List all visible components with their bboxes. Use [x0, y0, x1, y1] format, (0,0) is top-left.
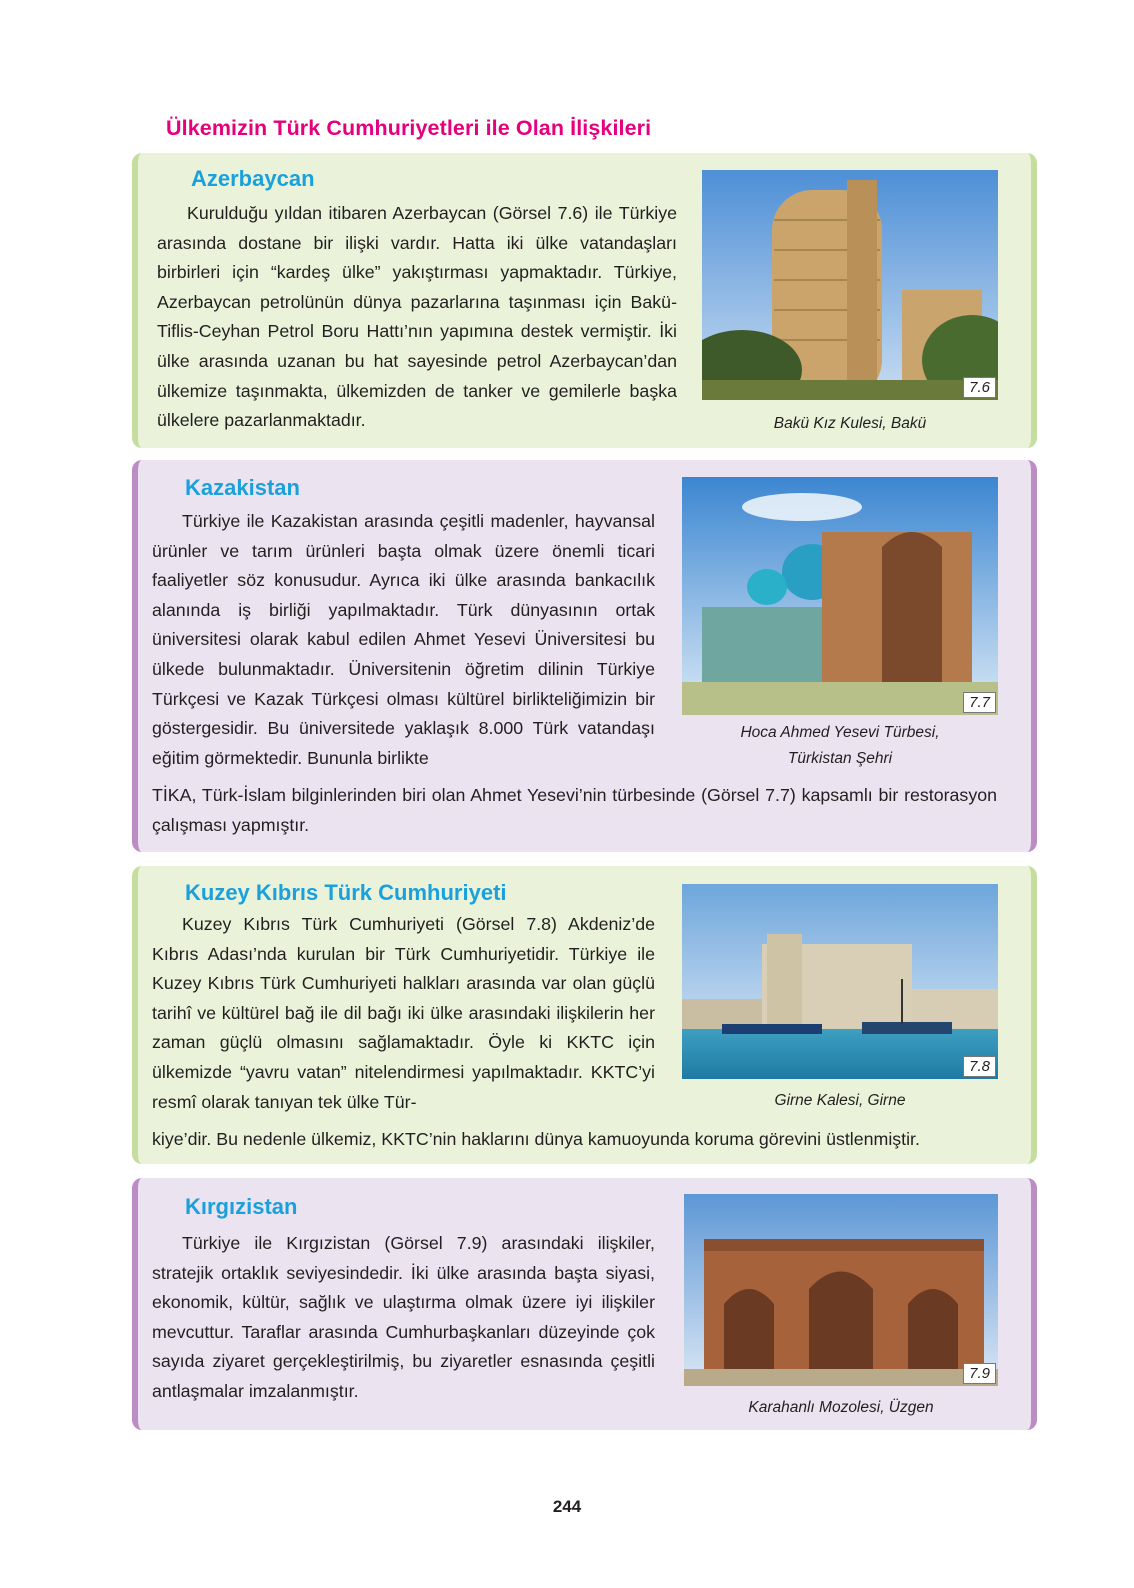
figure-number-7-6: 7.6 [963, 377, 996, 398]
page-title: Ülkemizin Türk Cumhuriyetleri ile Olan İlişkileri [166, 116, 652, 140]
section-text-kazakistan: Türkiye ile Kazakistan arasında çeşitli madenler, hayvansal ürünler ve tarım ürünleri başta olmak üzere önemli ticari faaliyetler söz konusudur. Ayrıca iki ülke arasında bankacılık alanında iş birliği yapılmaktadır. Türk dünyasının ortak üniversitesi olarak kabul edilen Ahmet Yesevi Üniversitesi bu ülkede bulunmaktadır. Üniversitenin öğretim dilinin Türkiye Türkçesi ve Kazak Türkçesi olması kültürel birlikteliğimizin bir göstergesidir. Bu üniversitede yaklaşık 8.000 Türk vatandaşı eğitim görmektedir. Bununla birlikte [152, 511, 655, 768]
section-text-kirgizistan: Türkiye ile Kırgızistan (Görsel 7.9) arasındaki ilişkiler, stratejik ortaklık seviyesindedir. İki ülke arasında başta siyasi, ekonomik, kültür, sağlık ve ulaştırma olmak üzere iyi ilişkiler mevcuttur. Taraflar arasında Cumhurbaşkanları düzeyinde çok sayıda ziyaret gerçekleştirilmiş, bu ziyaretler esnasında çeşitli antlaşmalar imzalanmıştır. [152, 1233, 655, 1401]
caption-7-6: Bakü Kız Kulesi, Bakü [773, 415, 927, 432]
section-title-kirgizistan: Kırgızistan [185, 1194, 298, 1219]
section-title-kazakistan: Kazakistan [185, 475, 300, 500]
section-text-azerbaycan: Kurulduğu yıldan itibaren Azerbaycan (Görsel 7.6) ile Türkiye arasında dostane bir ilişki vardır. Hatta iki ülke vatandaşları birbirleri için “kardeş ülke” yakıştırması yapmaktadır. Türkiye, Azerbaycan petrolünün dünya pazarlarına taşınması için Bakü-Tiflis-Ceyhan Petrol Boru Hattı’nın yapımına destek vermiştir. İki ülke arasında uzanan bu hat sayesinde petrol Azerbaycan’dan ülkemize taşınmakta, ülkemizden de tanker ve gemilerle başka ülkelere pazarlanmaktadır. [157, 203, 677, 431]
photo-ahmed-yesevi-mausoleum [682, 477, 998, 715]
photo-baku-maiden-tower [702, 170, 998, 400]
figure-number-7-9: 7.9 [963, 1363, 996, 1384]
section-title-kktc: Kuzey Kıbrıs Türk Cumhuriyeti [185, 880, 507, 905]
section-text-kazakistan-continued: TİKA, Türk-İslam bilginlerinden biri olan Ahmet Yesevi’nin türbesinde (Görsel 7.7) kapsamlı bir restorasyon çalışması yapmıştır. [152, 785, 997, 835]
photo-kyrenia-castle [682, 884, 998, 1079]
caption-7-8: Girne Kalesi, Girne [774, 1092, 906, 1109]
figure-number-7-7: 7.7 [963, 692, 996, 713]
photo-karakhanid-mausoleum [684, 1194, 998, 1386]
section-text-kktc: Kuzey Kıbrıs Türk Cumhuriyeti (Görsel 7.8) Akdeniz’de Kıbrıs Adası’nda kurulan bir Türk Cumhuriyetidir. Türkiye ile Kuzey Kıbrıs Türk Cumhuriyeti halkları arasında var olan güçlü tarihî ve kültürel bağ ile dil bağı iki ülke arasındaki ilişkilerin her zaman güçlü olmasını sağlamaktadır. Öyle ki KKTC için ülkemizde “yavru vatan” nitelendirmesi yapılmaktadır. KKTC’yi resmî olarak tanıyan tek ülke Tür- [152, 914, 655, 1112]
figure-number-7-8: 7.8 [963, 1056, 996, 1077]
section-title-azerbaycan: Azerbaycan [191, 166, 315, 191]
caption-7-9: Karahanlı Mozolesi, Üzgen [748, 1399, 934, 1416]
caption-7-7-line1: Hoca Ahmed Yesevi Türbesi, [740, 724, 940, 741]
section-text-kktc-continued: kiye’dir. Bu nedenle ülkemiz, KKTC’nin haklarını dünya kamuoyunda koruma görevini üstlenmiştir. [152, 1129, 920, 1149]
page-number: 244 [552, 1497, 582, 1516]
caption-7-7-line2: Türkistan Şehri [787, 750, 893, 767]
